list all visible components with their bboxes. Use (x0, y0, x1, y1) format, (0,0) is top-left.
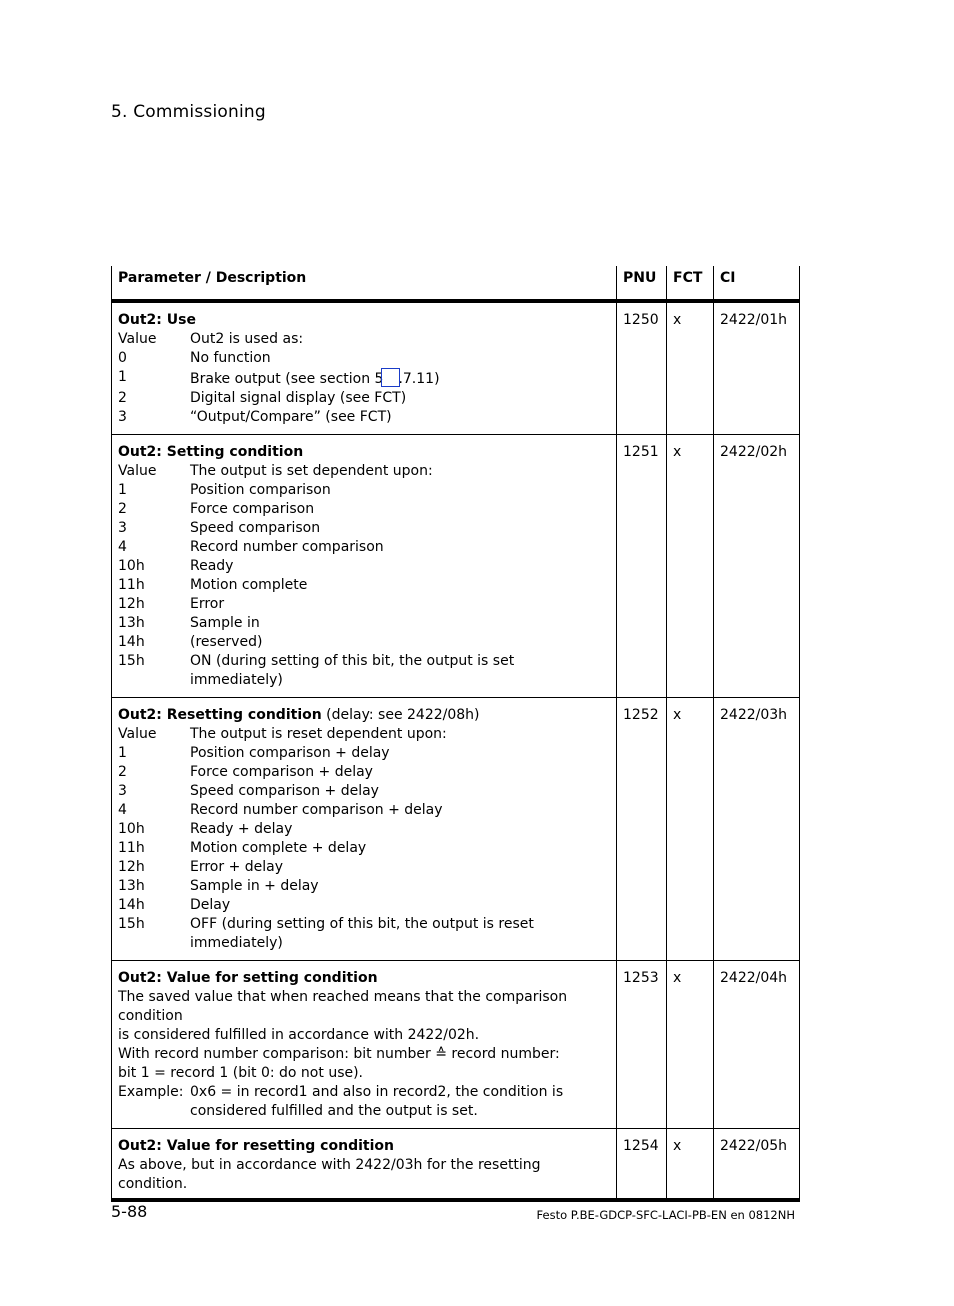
ci-cell: 2422/02h (714, 435, 800, 698)
value-desc: Ready + delay (190, 821, 293, 837)
description-line: is considered fulfilled in accordance with 2422/02h. (118, 1027, 480, 1043)
description-line: With record number comparison: bit number ≙ record number: (118, 1046, 560, 1062)
value-key: 13h (118, 878, 145, 894)
example-line: considered fulfilled and the output is set. (190, 1103, 478, 1119)
table-row (112, 961, 800, 1129)
value-key: 3 (118, 409, 127, 425)
value-key: 3 (118, 520, 127, 536)
value-key: 2 (118, 764, 127, 780)
value-label: Value (118, 726, 157, 742)
ci-cell: 2422/01h (714, 301, 800, 435)
value-row (118, 595, 610, 614)
value-row (118, 858, 610, 877)
value-key: 10h (118, 558, 145, 574)
fct-cell: x (667, 1129, 714, 1201)
parameter-description (112, 698, 617, 961)
value-key: 3 (118, 783, 127, 799)
pnu-cell: 1254 (617, 1129, 667, 1201)
table-row (112, 1129, 800, 1201)
value-key: 4 (118, 539, 127, 555)
description-line: bit 1 = record 1 (bit 0: do not use). (118, 1065, 364, 1081)
value-key: 11h (118, 840, 145, 856)
value-desc: Force comparison + delay (190, 764, 373, 780)
value-desc: Error (190, 596, 225, 612)
value-desc: Record number comparison + delay (190, 802, 443, 818)
value-row (118, 389, 610, 408)
parameter-description (112, 961, 617, 1129)
parameter-description (112, 1129, 617, 1201)
value-key: 14h (118, 634, 145, 650)
value-row (118, 801, 610, 820)
parameter-title: Out2: Use (118, 312, 196, 328)
value-desc: OFF (during setting of this bit, the output is reset immediately) (190, 916, 534, 951)
value-key: 0 (118, 350, 127, 366)
description-line: As above, but in accordance with 2422/03h for the resetting condition. (118, 1157, 541, 1192)
pnu-cell: 1250 (617, 301, 667, 435)
value-desc: (reserved) (190, 634, 263, 650)
value-row (118, 839, 610, 858)
value-key: 15h (118, 916, 145, 932)
parameter-title: Out2: Setting condition (118, 444, 304, 460)
value-desc-part: .7.11) (398, 371, 440, 387)
document-reference: Festo P.BE-GDCP-SFC-LACI-PB-EN en 0812NH (536, 1208, 795, 1222)
value-row (118, 820, 610, 839)
value-key: 2 (118, 390, 127, 406)
column-header-parameter: Parameter / Description (112, 266, 617, 301)
value-row (118, 481, 610, 500)
value-desc: Force comparison (190, 501, 315, 517)
parameter-table (111, 266, 800, 1202)
value-key: 11h (118, 577, 145, 593)
value-desc: Speed comparison (190, 520, 321, 536)
example-row (118, 1083, 610, 1121)
value-desc (190, 368, 610, 389)
table-header-row (112, 266, 800, 301)
value-desc: Sample in (190, 615, 260, 631)
parameter-title: Out2: Value for setting condition (118, 970, 378, 986)
value-key: 2 (118, 501, 127, 517)
value-desc: Motion complete + delay (190, 840, 367, 856)
value-desc: Record number comparison (190, 539, 384, 555)
value-row (118, 500, 610, 519)
value-row (118, 877, 610, 896)
value-intro: Out2 is used as: (190, 331, 304, 347)
fct-cell: x (667, 961, 714, 1129)
example-text (190, 1083, 610, 1121)
parameter-title-suffix: (delay: see 2422/08h) (321, 707, 480, 723)
parameter-description (112, 301, 617, 435)
value-row (118, 633, 610, 652)
table-row (112, 698, 800, 961)
table-row (112, 435, 800, 698)
value-key: 15h (118, 653, 145, 669)
pnu-cell: 1253 (617, 961, 667, 1129)
value-key: 4 (118, 802, 127, 818)
value-row (118, 538, 610, 557)
value-key: 1 (118, 482, 127, 498)
value-row (118, 576, 610, 595)
fct-cell: x (667, 435, 714, 698)
fct-cell: x (667, 301, 714, 435)
ci-cell: 2422/04h (714, 961, 800, 1129)
value-key: 12h (118, 596, 145, 612)
value-row (118, 763, 610, 782)
value-label: Value (118, 463, 157, 479)
description-line: The saved value that when reached means that the comparison condition (118, 989, 568, 1024)
value-row (118, 896, 610, 915)
value-intro: The output is reset dependent upon: (190, 726, 447, 742)
ci-cell: 2422/05h (714, 1129, 800, 1201)
value-row (118, 368, 610, 389)
example-line: 0x6 = in record1 and also in record2, the condition is (190, 1084, 564, 1100)
value-key: 1 (118, 745, 127, 761)
value-desc: “Output/Compare” (see FCT) (190, 409, 392, 425)
parameter-title-line (118, 706, 610, 725)
value-key: 14h (118, 897, 145, 913)
column-header-fct: FCT (667, 266, 714, 301)
value-desc: Speed comparison + delay (190, 783, 379, 799)
value-desc: Motion complete (190, 577, 308, 593)
pnu-cell: 1251 (617, 435, 667, 698)
value-key: 10h (118, 821, 145, 837)
parameter-title: Out2: Resetting condition (118, 707, 322, 723)
pnu-cell: 1252 (617, 698, 667, 961)
value-row (118, 519, 610, 538)
value-intro: The output is set dependent upon: (190, 463, 433, 479)
value-row (118, 725, 610, 744)
value-row (118, 349, 610, 368)
parameter-title: Out2: Value for resetting condition (118, 1138, 394, 1154)
value-row (118, 652, 610, 690)
value-desc: Position comparison (190, 482, 331, 498)
table-row (112, 301, 800, 435)
value-row (118, 330, 610, 349)
value-key: 12h (118, 859, 145, 875)
value-desc: Delay (190, 897, 231, 913)
value-desc: ON (during setting of this bit, the output is set immediately) (190, 653, 515, 688)
chapter-heading: 5. Commissioning (111, 102, 266, 122)
value-row (118, 462, 610, 481)
value-row (118, 744, 610, 763)
value-row (118, 915, 610, 953)
value-desc: Position comparison + delay (190, 745, 390, 761)
value-key: 13h (118, 615, 145, 631)
example-label: Example: (118, 1084, 184, 1100)
column-header-ci: CI (714, 266, 800, 301)
parameter-description (112, 435, 617, 698)
fct-cell: x (667, 698, 714, 961)
value-label: Value (118, 331, 157, 347)
column-header-pnu: PNU (617, 266, 667, 301)
value-desc: No function (190, 350, 271, 366)
value-row (118, 408, 610, 427)
ci-cell: 2422/03h (714, 698, 800, 961)
value-key: 1 (118, 369, 127, 385)
value-desc: Ready (190, 558, 234, 574)
value-desc-part: Brake output (see section 5 (190, 371, 384, 387)
value-row (118, 782, 610, 801)
value-desc: Digital signal display (see FCT) (190, 390, 407, 406)
value-row (118, 614, 610, 633)
value-desc: Sample in + delay (190, 878, 319, 894)
value-desc: Error + delay (190, 859, 284, 875)
page-number: 5-88 (111, 1202, 148, 1221)
value-row (118, 557, 610, 576)
